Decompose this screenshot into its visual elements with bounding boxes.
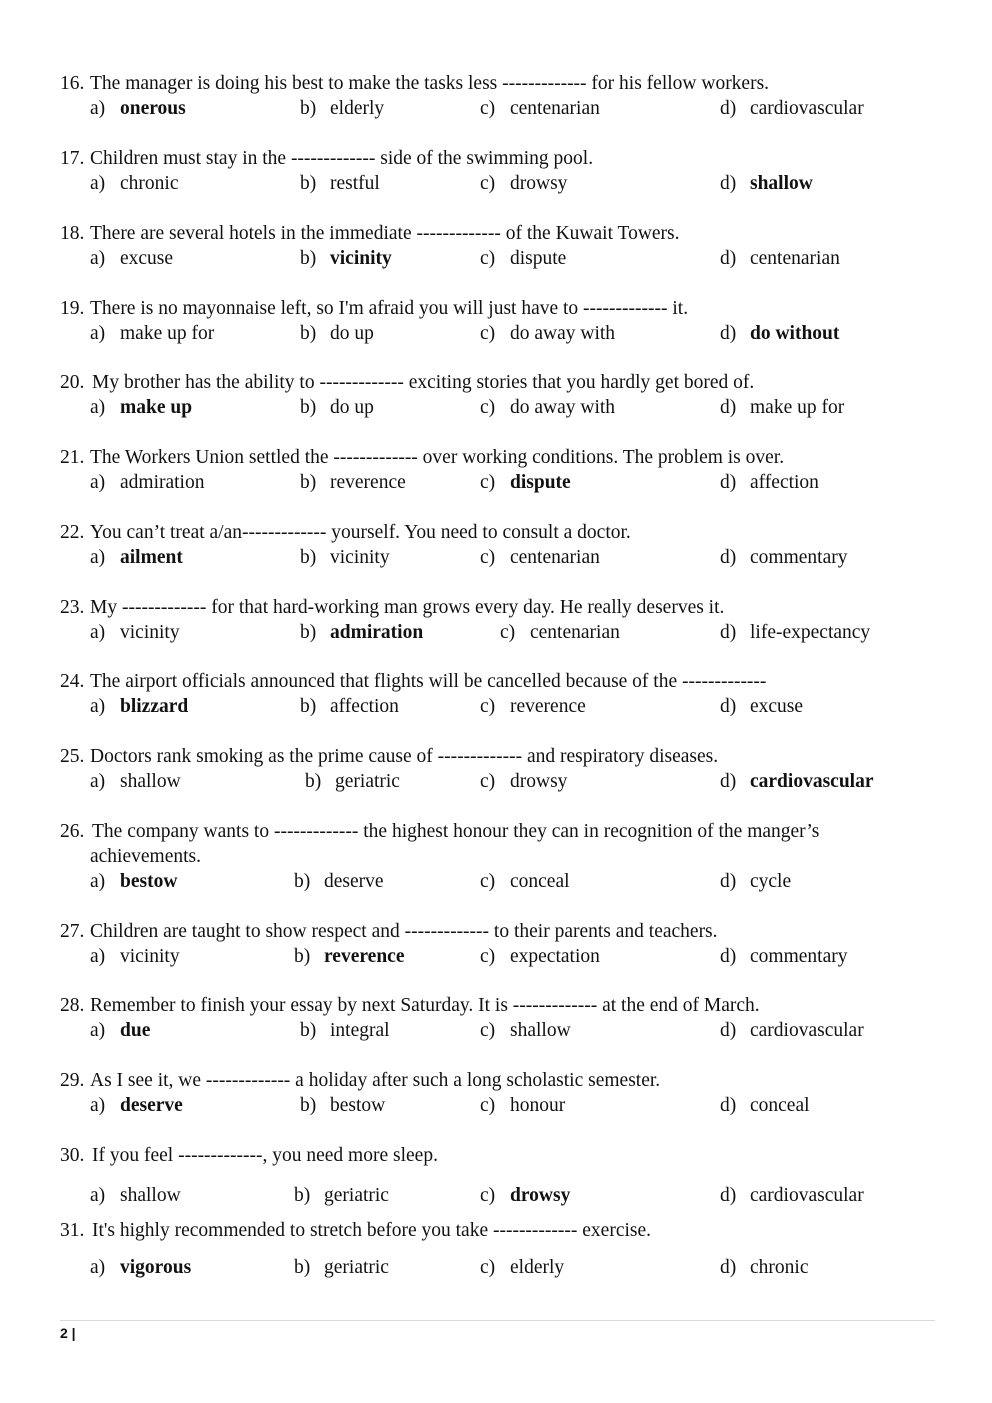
option-c: c) conceal (480, 871, 570, 892)
page-number: 2 | (60, 1325, 76, 1341)
question-number: 22. (60, 522, 85, 543)
question-number: 20. (60, 372, 85, 393)
question-number: 23. (60, 597, 85, 618)
question-number: 16. (60, 73, 85, 94)
option-b: b) geriatric (294, 1257, 389, 1278)
option-c: c) centenarian (480, 547, 600, 568)
question-text: Children must stay in the ------------- side of the swimming pool. (90, 148, 594, 169)
option-a: a) make up (90, 397, 193, 418)
option-a: a) vicinity (90, 622, 180, 643)
question-19 (60, 296, 940, 346)
option-a: a) admiration (90, 472, 205, 493)
question-16 (60, 71, 940, 121)
option-d: d) do without (720, 323, 840, 344)
option-b: b) affection (300, 696, 399, 717)
option-d: d) life-expectancy (720, 622, 871, 643)
option-c: c) centenarian (500, 622, 620, 643)
option-d: d) cardiovascular (720, 771, 874, 792)
question-text: The company wants to ------------- the highest honour they can in recognition of the manger’s (92, 821, 820, 842)
question-number: 31. (60, 1220, 85, 1241)
question-31 (60, 1218, 940, 1280)
option-d: d) commentary (720, 946, 848, 967)
question-text: There are several hotels in the immediate ------------- of the Kuwait Towers. (90, 223, 680, 244)
option-d: d) cardiovascular (720, 1185, 864, 1206)
option-a: a) shallow (90, 771, 181, 792)
option-d: d) conceal (720, 1095, 810, 1116)
option-b: b) geriatric (305, 771, 400, 792)
question-text: The airport officials announced that flights will be cancelled because of the ------------- (90, 671, 767, 692)
question-21 (60, 445, 940, 495)
question-number: 28. (60, 995, 85, 1016)
option-c: c) do away with (480, 323, 616, 344)
question-24 (60, 669, 940, 719)
option-d: d) shallow (720, 173, 813, 194)
question-number: 25. (60, 746, 85, 767)
option-c: c) centenarian (480, 98, 600, 119)
question-number: 29. (60, 1070, 85, 1091)
question-28 (60, 993, 940, 1043)
question-number: 26. (60, 821, 85, 842)
question-number: 24. (60, 671, 85, 692)
option-b: b) elderly (300, 98, 385, 119)
option-a: a) bestow (90, 871, 178, 892)
option-d: d) cardiovascular (720, 1020, 864, 1041)
question-text-continued: achievements. (90, 846, 201, 867)
option-d: d) make up for (720, 397, 845, 418)
option-c: c) do away with (480, 397, 616, 418)
question-25 (60, 744, 940, 794)
option-b: b) geriatric (294, 1185, 389, 1206)
question-text: If you feel -------------, you need more sleep. (92, 1145, 438, 1166)
question-26 (60, 819, 940, 894)
option-d: d) cycle (720, 871, 792, 892)
question-text: It's highly recommended to stretch before you take ------------- exercise. (92, 1220, 652, 1241)
option-a: a) ailment (90, 547, 183, 568)
option-c: c) shallow (480, 1020, 571, 1041)
question-number: 21. (60, 447, 85, 468)
option-b: b) restful (300, 173, 380, 194)
option-b: b) vicinity (300, 547, 390, 568)
option-a: a) blizzard (90, 696, 189, 717)
option-d: d) cardiovascular (720, 98, 864, 119)
question-text: My brother has the ability to ------------- exciting stories that you hardly get bored of. (92, 372, 755, 393)
option-a: a) shallow (90, 1185, 181, 1206)
question-text: Doctors rank smoking as the prime cause of ------------- and respiratory diseases. (90, 746, 719, 767)
question-text: You can’t treat a/an------------- yourself. You need to consult a doctor. (90, 522, 631, 543)
option-d: d) excuse (720, 696, 804, 717)
option-b: b) bestow (300, 1095, 386, 1116)
option-c: c) drowsy (480, 173, 568, 194)
option-a: a) chronic (90, 173, 179, 194)
question-text: Children are taught to show respect and ------------- to their parents and teachers. (90, 921, 718, 942)
option-d: d) commentary (720, 547, 848, 568)
option-b: b) deserve (294, 871, 384, 892)
option-a: a) deserve (90, 1095, 183, 1116)
question-number: 19. (60, 298, 85, 319)
question-text: The manager is doing his best to make the tasks less ------------- for his fellow workers. (90, 73, 770, 94)
question-18 (60, 221, 940, 271)
question-number: 27. (60, 921, 85, 942)
option-b: b) vicinity (300, 248, 392, 269)
option-a: a) vigorous (90, 1257, 192, 1278)
option-c: c) drowsy (480, 771, 568, 792)
question-number: 30. (60, 1145, 85, 1166)
option-a: a) due (90, 1020, 151, 1041)
option-b: b) reverence (300, 472, 406, 493)
option-b: b) reverence (294, 946, 405, 967)
option-c: c) honour (480, 1095, 566, 1116)
option-a: a) excuse (90, 248, 174, 269)
option-a: a) make up for (90, 323, 215, 344)
option-b: b) do up (300, 323, 374, 344)
option-d: d) chronic (720, 1257, 809, 1278)
question-22 (60, 520, 940, 570)
option-c: c) expectation (480, 946, 600, 967)
option-b: b) admiration (300, 622, 424, 643)
question-text: My ------------- for that hard-working man grows every day. He really deserves it. (90, 597, 725, 618)
option-c: c) dispute (480, 472, 571, 493)
option-c: c) elderly (480, 1257, 565, 1278)
question-29 (60, 1068, 940, 1118)
option-c: c) drowsy (480, 1185, 571, 1206)
question-text: There is no mayonnaise left, so I'm afraid you will just have to ------------- it. (90, 298, 689, 319)
option-a: a) vicinity (90, 946, 180, 967)
question-27 (60, 919, 940, 969)
question-number: 17. (60, 148, 85, 169)
question-text: Remember to finish your essay by next Saturday. It is ------------- at the end of March. (90, 995, 760, 1016)
option-c: c) dispute (480, 248, 567, 269)
question-text: As I see it, we ------------- a holiday after such a long scholastic semester. (90, 1070, 661, 1091)
option-d: d) centenarian (720, 248, 840, 269)
question-17 (60, 146, 940, 196)
footer-divider (60, 1320, 935, 1321)
option-b: b) do up (300, 397, 374, 418)
question-20 (60, 370, 940, 420)
question-30 (60, 1143, 940, 1208)
question-23 (60, 595, 940, 645)
question-number: 18. (60, 223, 85, 244)
option-d: d) affection (720, 472, 819, 493)
option-b: b) integral (300, 1020, 390, 1041)
option-c: c) reverence (480, 696, 586, 717)
option-a: a) onerous (90, 98, 186, 119)
question-text: The Workers Union settled the ------------- over working conditions. The problem is over. (90, 447, 785, 468)
